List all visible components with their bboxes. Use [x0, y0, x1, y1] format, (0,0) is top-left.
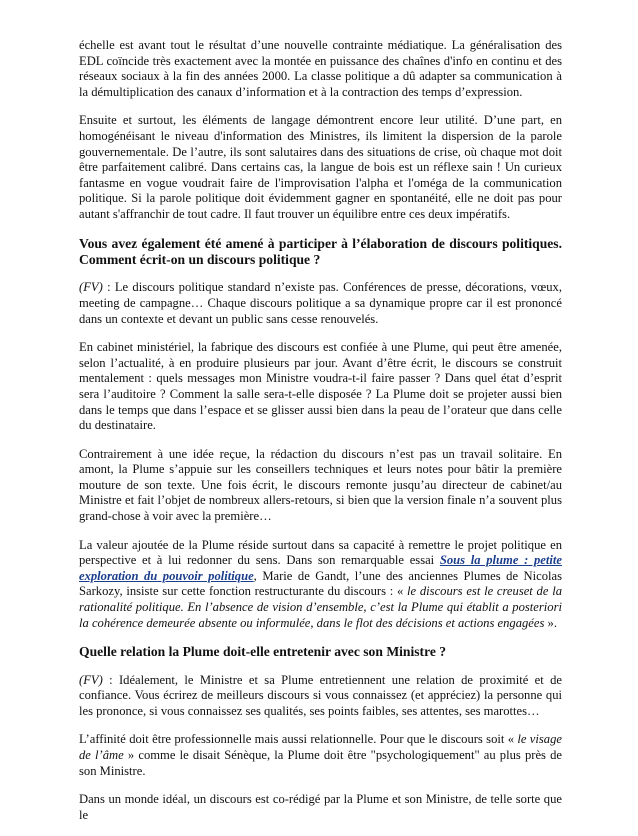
paragraph-plume-value: [79, 538, 562, 632]
question-heading-plume-relation: Quelle relation la Plume doit-elle entretenir avec son Ministre ?: [79, 644, 447, 660]
paragraph-text: L’affinité doit être professionnelle mais aussi relationnelle. Pour que le discours soit «: [79, 732, 518, 747]
paragraph-cabinet-plume: En cabinet ministériel, la fabrique des discours est confiée à une Plume, qui peut être amenée, selon l’actualité, à en produire plusieurs par jour. Avant d’être écrit, le discours se construit mentalement : quels messages mon Ministre voudra-t-il faire passer ? Dans quel état d’esprit sera l’auditoire ? Comment la salle sera-t-elle disposée ? La Plume doit se projeter aussi bien dans le temps que dans l’espace et se glisser aussi bien dans la peau de l’orateur que dans celle du destinataire.: [79, 340, 562, 433]
answer-paragraph-speech-standard: [79, 280, 562, 327]
interviewee-label: (FV): [79, 672, 103, 687]
answer-text: : Le discours politique standard n’existe pas. Conférences de presse, décorations, vœux, meeting de campagne… Chaque discours politique a sa dynamique propre car il est prononcé dans un contexte et devant un public sans cesse renouvelés.: [79, 280, 562, 326]
paragraph-text: ».: [544, 615, 557, 630]
document-page: [79, 38, 562, 836]
paragraph-edl-utility: Ensuite et surtout, les éléments de langage démontrent encore leur utilité. D’une part, en homogénéisant le niveau d'information des Ministres, ils limitent la dispersion de la parole gouvernementale. De l’autre, ils sont salutaires dans des situations de crise, où chaque mot doit être parfaitement calibré. Dans certains cas, la langue de bois est un réflexe sain ! Un curieux fantasme en vogue voudrait faire de l'improvisation l'alpha et l'oméga de la communication politique. Si la parole politique doit évidemment gagner en spontanéité, elle ne doit pas pour autant s'affranchir de tout cadre. Il faut trouver un équilibre entre ces deux impératifs.: [79, 113, 562, 221]
paragraph-co-writing: Dans un monde idéal, un discours est co-rédigé par la Plume et son Ministre, de telle sorte que le: [79, 792, 562, 822]
paragraph-text: La valeur ajoutée de la Plume réside surtout dans sa capacité à remettre le projet politique en perspective et à lui redonner du sens. Dans son remarquable essai: [79, 537, 562, 568]
answer-text: : Idéalement, le Ministre et sa Plume entretiennent une relation de proximité et de confiance. Vous écrirez de meilleurs discours si vous connaissez (et appréciez) la personne qui les prononce, si vous connaissez ses qualités, ses points faibles, ses attentes, ses marottes…: [79, 672, 562, 718]
paragraph-affinity: [79, 732, 562, 779]
paragraph-text: , Marie de Gandt, l’une des anciennes Plumes de Nicolas Sarkozy, insiste sur cette fonction restructurante du discours : «: [79, 568, 563, 599]
paragraph-text: » comme le disait Sénèque, la Plume doit être "psychologiquement" au plus près de son Ministre.: [79, 748, 562, 778]
paragraph-collaborative-writing: Contrairement à une idée reçue, la rédaction du discours n’est pas un travail solitaire. En amont, la Plume s’appuie sur les conseillers techniques et leurs notes pour bâtir la première mouture de son texte. Une fois écrit, le discours remonte jusqu’au directeur de cabinet/au Ministre et fait l’objet de nombreux allers-retours, si bien que la version finale n’a souvent plus grand-chose à voir avec la première…: [79, 446, 562, 524]
interviewee-label: (FV): [79, 280, 103, 295]
essay-quote: le discours est le creuset de la rationalité politique. En l’absence de vision d’ensemble, c’est la Plume qui établit a posteriori la cohérence demeurée absente ou informulée, dans le flot des décisions et actions engagées: [79, 584, 562, 630]
answer-paragraph-proximity: [79, 673, 562, 720]
seneca-quote: le visage de l’âme: [79, 732, 562, 762]
essay-title-link[interactable]: Sous la plume : petite exploration du pouvoir politique: [79, 553, 562, 583]
question-heading-speech-writing: Vous avez également été amené à participer à l’élaboration de discours politiques. Comment écrit-on un discours politique ?: [79, 235, 562, 267]
paragraph-edl-context: échelle est avant tout le résultat d’une nouvelle contrainte médiatique. La généralisation des EDL coïncide très exactement avec la montée en puissance des chaînes d'info en continu et des réseaux sociaux à la fin des années 2000. La classe politique a dû adapter sa communication à la démultiplication des canaux d’information et à la contraction des temps d’expression.: [79, 38, 562, 99]
